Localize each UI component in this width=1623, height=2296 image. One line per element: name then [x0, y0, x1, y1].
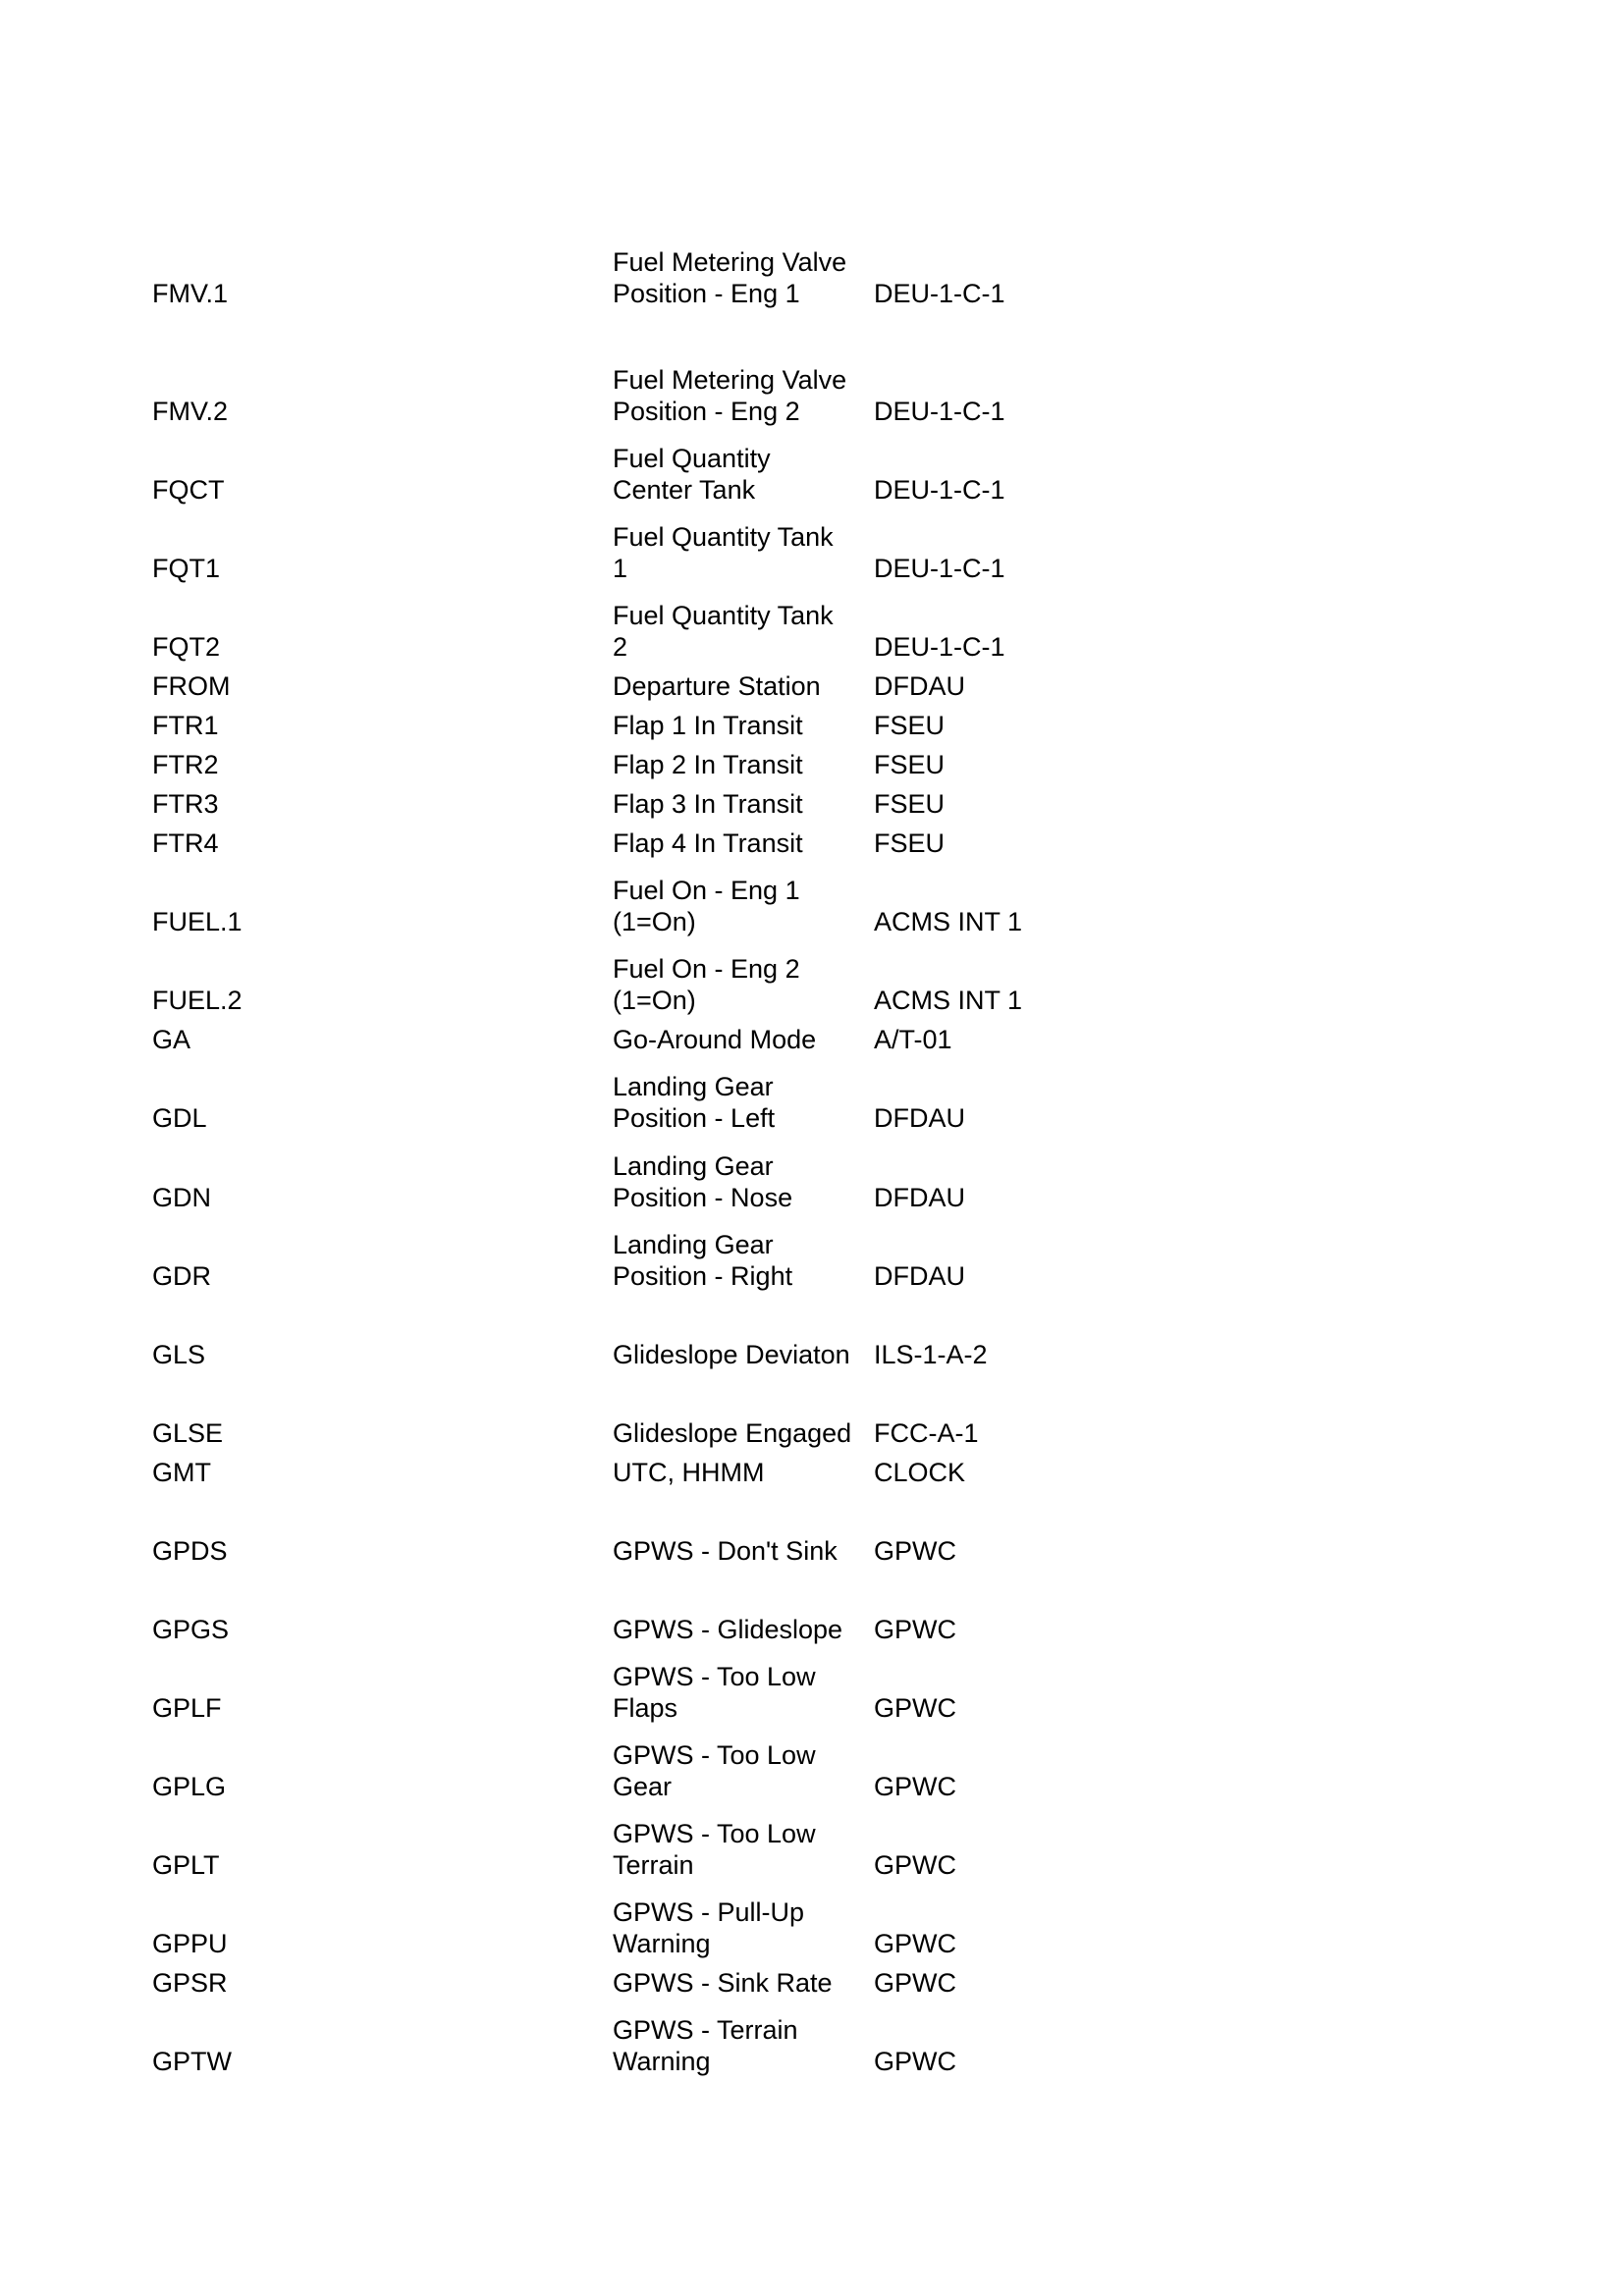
parameter-code: FTR2: [152, 750, 219, 779]
parameter-source: DFDAU: [874, 1183, 965, 1212]
description-line: Position - Eng 1: [613, 279, 800, 308]
description-line: Landing Gear: [613, 1230, 774, 1259]
parameter-code: FTR4: [152, 828, 219, 858]
parameter-description: [613, 710, 803, 741]
description-line: Fuel Metering Valve: [613, 247, 847, 277]
parameter-description: [613, 875, 800, 937]
parameter-code: FQT2: [152, 632, 221, 662]
description-line: Fuel On - Eng 1: [613, 876, 800, 905]
parameter-source: GPWC: [874, 1536, 956, 1566]
parameter-source: GPWC: [874, 1929, 956, 1958]
parameter-code: GPDS: [152, 1536, 228, 1566]
table-row: [0, 444, 1623, 506]
parameter-code: GLS: [152, 1340, 206, 1369]
parameter-description: [613, 749, 803, 780]
parameter-code: GA: [152, 1025, 191, 1054]
table-row: [0, 365, 1623, 427]
table-row: [0, 1662, 1623, 1724]
description-line: Flap 3 In Transit: [613, 789, 803, 819]
parameter-code: GPSR: [152, 1968, 228, 1998]
parameter-description: [613, 521, 834, 584]
parameter-source: DFDAU: [874, 1261, 965, 1291]
table-row: [0, 670, 1623, 702]
parameter-source: GPWC: [874, 1693, 956, 1723]
parameter-description: [613, 1661, 816, 1724]
table-row: [0, 1967, 1623, 1999]
parameter-source: DEU-1-C-1: [874, 632, 1005, 662]
description-line: Glideslope Deviaton: [613, 1340, 850, 1369]
table-row: [0, 1897, 1623, 1959]
parameter-description: [613, 1818, 816, 1881]
description-line: (1=On): [613, 986, 696, 1015]
parameter-description: [613, 2014, 798, 2077]
description-line: Landing Gear: [613, 1151, 774, 1181]
description-line: GPWS - Pull-Up: [613, 1897, 805, 1927]
table-row: [0, 522, 1623, 584]
parameter-description: [613, 1339, 850, 1370]
parameter-source: GPWC: [874, 1615, 956, 1644]
parameter-description: [613, 600, 834, 663]
parameter-description: [613, 1417, 851, 1449]
parameter-source: FSEU: [874, 789, 946, 819]
table-row: [0, 1417, 1623, 1449]
description-line: Position - Nose: [613, 1183, 793, 1212]
parameter-code: FMV.2: [152, 397, 229, 426]
description-line: (1=On): [613, 907, 696, 936]
parameter-description: [613, 1229, 792, 1292]
parameter-code: GPTW: [152, 2047, 232, 2076]
table-row: [0, 788, 1623, 820]
description-line: Landing Gear: [613, 1072, 774, 1101]
description-line: Flap 2 In Transit: [613, 750, 803, 779]
parameter-source: A/T-01: [874, 1025, 952, 1054]
description-line: GPWS - Sink Rate: [613, 1968, 833, 1998]
description-line: Warning: [613, 1929, 711, 1958]
parameter-source: GPWC: [874, 1968, 956, 1998]
parameter-code: GPLT: [152, 1850, 220, 1880]
description-line: Glideslope Engaged: [613, 1418, 852, 1448]
description-line: Fuel Quantity: [613, 444, 771, 473]
table-row: [0, 2015, 1623, 2077]
parameter-code: FTR3: [152, 789, 219, 819]
parameter-code: FQT1: [152, 554, 221, 583]
parameter-description: [613, 1457, 764, 1488]
table-row: [0, 601, 1623, 663]
parameter-code: GDR: [152, 1261, 211, 1291]
parameter-source: DEU-1-C-1: [874, 554, 1005, 583]
description-line: 2: [613, 632, 628, 662]
description-line: Fuel Quantity Tank: [613, 522, 834, 552]
parameter-description: [613, 788, 803, 820]
parameter-source: FCC-A-1: [874, 1418, 979, 1448]
description-line: 1: [613, 554, 628, 583]
table-row: [0, 1535, 1623, 1567]
parameter-source: DFDAU: [874, 1103, 965, 1133]
parameter-description: [613, 1535, 838, 1567]
parameter-description: [613, 1150, 792, 1213]
parameter-code: FMV.1: [152, 279, 229, 308]
description-line: Flap 1 In Transit: [613, 711, 803, 740]
description-line: GPWS - Too Low: [613, 1740, 816, 1770]
parameter-description: [613, 443, 771, 506]
parameter-code: GMT: [152, 1458, 211, 1487]
parameter-description: [613, 1896, 804, 1959]
parameter-source: ILS-1-A-2: [874, 1340, 988, 1369]
parameter-description: [613, 1614, 842, 1645]
table-row: [0, 1740, 1623, 1802]
parameter-code: GDN: [152, 1183, 211, 1212]
parameter-code: GPLF: [152, 1693, 222, 1723]
description-line: Position - Eng 2: [613, 397, 800, 426]
table-row: [0, 876, 1623, 937]
parameter-source: FSEU: [874, 750, 946, 779]
parameter-code: GPLG: [152, 1772, 227, 1801]
parameter-description: [613, 1739, 816, 1802]
parameter-source: CLOCK: [874, 1458, 966, 1487]
parameter-source: DEU-1-C-1: [874, 279, 1005, 308]
description-line: Flaps: [613, 1693, 678, 1723]
parameter-code: GLSE: [152, 1418, 224, 1448]
parameter-source: FSEU: [874, 711, 946, 740]
parameter-source: DEU-1-C-1: [874, 475, 1005, 505]
table-row: [0, 1819, 1623, 1881]
description-line: Departure Station: [613, 671, 821, 701]
description-line: Terrain: [613, 1850, 694, 1880]
description-line: Fuel On - Eng 2: [613, 954, 800, 984]
parameter-description: [613, 1967, 833, 1999]
parameter-source: ACMS INT 1: [874, 907, 1023, 936]
description-line: GPWS - Too Low: [613, 1662, 816, 1691]
description-line: Fuel Quantity Tank: [613, 601, 834, 630]
parameter-source: DEU-1-C-1: [874, 397, 1005, 426]
parameter-source: GPWC: [874, 1772, 956, 1801]
parameter-code: GDL: [152, 1103, 207, 1133]
parameter-code: GPPU: [152, 1929, 228, 1958]
table-row: [0, 710, 1623, 741]
table-row: [0, 1230, 1623, 1292]
table-row: [0, 828, 1623, 859]
parameter-description: [613, 1071, 775, 1134]
parameter-description: [613, 670, 821, 702]
table-row: [0, 1024, 1623, 1055]
parameter-code: FQCT: [152, 475, 225, 505]
description-line: Flap 4 In Transit: [613, 828, 803, 858]
parameter-description: [613, 246, 846, 309]
parameter-description: [613, 953, 800, 1016]
description-line: UTC, HHMM: [613, 1458, 765, 1487]
table-row: [0, 1151, 1623, 1213]
parameter-description: [613, 1024, 816, 1055]
parameter-code: GPGS: [152, 1615, 230, 1644]
parameter-code: FROM: [152, 671, 231, 701]
table-row: [0, 1614, 1623, 1645]
parameter-code: FUEL.1: [152, 907, 243, 936]
description-line: Fuel Metering Valve: [613, 365, 847, 395]
parameter-code: FTR1: [152, 711, 219, 740]
parameter-source: GPWC: [874, 2047, 956, 2076]
parameter-source: GPWC: [874, 1850, 956, 1880]
description-line: Gear: [613, 1772, 673, 1801]
description-line: Position - Left: [613, 1103, 776, 1133]
table-row: [0, 749, 1623, 780]
parameter-description: [613, 828, 803, 859]
table-row: [0, 1457, 1623, 1488]
parameter-source: FSEU: [874, 828, 946, 858]
table-row: [0, 1072, 1623, 1134]
parameter-source: ACMS INT 1: [874, 986, 1023, 1015]
description-line: GPWS - Don't Sink: [613, 1536, 838, 1566]
parameter-code: FUEL.2: [152, 986, 243, 1015]
description-line: Position - Right: [613, 1261, 793, 1291]
table-row: [0, 954, 1623, 1016]
description-line: Go-Around Mode: [613, 1025, 817, 1054]
table-row: [0, 247, 1623, 309]
parameter-description: [613, 364, 846, 427]
description-line: Warning: [613, 2047, 711, 2076]
description-line: GPWS - Terrain: [613, 2015, 798, 2045]
table-row: [0, 1339, 1623, 1370]
description-line: GPWS - Glideslope: [613, 1615, 843, 1644]
description-line: Center Tank: [613, 475, 756, 505]
description-line: GPWS - Too Low: [613, 1819, 816, 1848]
parameter-source: DFDAU: [874, 671, 965, 701]
